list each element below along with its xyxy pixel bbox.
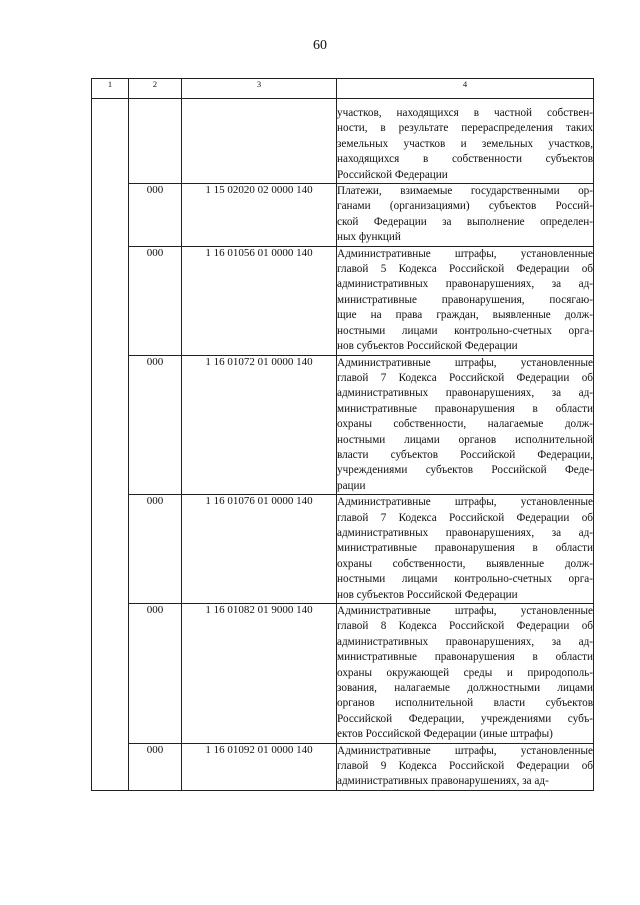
admin-code-cell xyxy=(129,99,182,184)
description-line: охраны окружающей среды и природополь- xyxy=(337,666,593,679)
header-row xyxy=(92,79,594,99)
budget-codes-table xyxy=(91,78,594,791)
table-body xyxy=(92,99,594,791)
description-line: Административные штрафы, установленные xyxy=(337,356,593,369)
description-cell xyxy=(337,495,594,604)
description-line: Административные штрафы, установленные xyxy=(337,496,593,509)
description-line: участков, находящихся в частной собствен- xyxy=(337,107,593,119)
table-row xyxy=(92,495,594,604)
header-col-3: 3 xyxy=(182,79,337,99)
table-row xyxy=(92,184,594,247)
admin-code-cell: 000 xyxy=(129,355,182,495)
header-col-4: 4 xyxy=(337,79,594,99)
table-row xyxy=(92,99,594,184)
description-cell xyxy=(337,604,594,744)
description-line: административных правонарушениях, за ад- xyxy=(337,775,549,788)
budget-code-cell: 1 16 01092 01 0000 140 xyxy=(182,743,337,790)
admin-code-cell: 000 xyxy=(129,184,182,247)
description-line: Административные штрафы, установленные xyxy=(337,605,593,617)
admin-code-cell: 000 xyxy=(129,495,182,604)
budget-code-cell: 1 16 01072 01 0000 140 xyxy=(182,355,337,495)
admin-code-cell: 000 xyxy=(129,743,182,790)
budget-code-cell: 1 15 02020 02 0000 140 xyxy=(182,184,337,247)
description-line: Административные штрафы, установленные xyxy=(337,247,593,260)
description-line: ской Федерации за выполнение определен- xyxy=(337,215,593,228)
description-line: Российской Федерации xyxy=(337,168,448,181)
page-number: 60 xyxy=(313,38,327,53)
budget-code-cell: 1 16 01056 01 0000 140 xyxy=(182,246,337,355)
description-line: ностными лицами органов исполнительной xyxy=(337,433,593,446)
admin-code-cell: 000 xyxy=(129,246,182,355)
col-1-cell xyxy=(92,99,129,791)
description-line: охраны собственности, налагаемые долж- xyxy=(337,418,593,431)
description-line: рации xyxy=(337,479,366,492)
description-line: нов субъектов Российской Федерации xyxy=(337,588,518,601)
description-line: Административные штрафы, установленные xyxy=(337,744,593,757)
description-line: щие на права граждан, выявленные долж- xyxy=(337,309,593,322)
description-cell xyxy=(337,743,594,790)
description-line: главой 5 Кодекса Российской Федерации об xyxy=(337,263,593,276)
header-col-2: 2 xyxy=(129,79,182,99)
description-line: главой 8 Кодекса Российской Федерации об xyxy=(337,620,593,633)
budget-code-cell xyxy=(182,99,337,184)
description-line: министративные правонарушения в области xyxy=(337,651,593,664)
description-cell xyxy=(337,355,594,495)
header-col-1: 1 xyxy=(92,79,129,99)
description-line: ностными лицами контрольно-счетных орга- xyxy=(337,573,593,586)
table-row xyxy=(92,743,594,790)
budget-code-cell: 1 16 01076 01 0000 140 xyxy=(182,495,337,604)
admin-code-cell: 000 xyxy=(129,604,182,744)
description-line: власти субъектов Российской Федерации, xyxy=(337,448,593,461)
description-line: административных правонарушениях, за ад- xyxy=(337,635,593,648)
description-line: административных правонарушениях, за ад- xyxy=(337,278,593,291)
description-line: ности, в результате перераспределения таких xyxy=(337,122,593,135)
description-line: земельных участков и земельных участков, xyxy=(337,137,593,150)
description-line: Платежи, взимаемые государственными ор- xyxy=(337,185,593,198)
description-line: органов исполнительной власти субъектов xyxy=(337,697,593,710)
table-row xyxy=(92,604,594,744)
description-line: находящихся в собственности субъектов xyxy=(337,153,593,166)
description-line: учреждениями субъектов Российской Феде- xyxy=(337,464,593,477)
table-header xyxy=(92,79,594,99)
description-line: главой 9 Кодекса Российской Федерации об xyxy=(337,760,593,773)
description-line: Российской Федерации, учреждениями субъ- xyxy=(337,712,593,725)
description-line: охраны собственности, выявленные долж- xyxy=(337,557,593,570)
description-line: министративные правонарушения в области xyxy=(337,402,593,415)
table-row xyxy=(92,246,594,355)
description-line: главой 7 Кодекса Российской Федерации об xyxy=(337,371,593,384)
description-cell xyxy=(337,99,594,184)
description-line: нов субъектов Российской Федерации xyxy=(337,340,518,353)
description-cell xyxy=(337,184,594,247)
table-row xyxy=(92,355,594,495)
description-line: министративные правонарушения в области xyxy=(337,542,593,555)
description-line: ганами (организациями) субъектов Россий- xyxy=(337,200,593,213)
description-line: административных правонарушениях, за ад- xyxy=(337,387,593,400)
description-line: зования, налагаемые должностными лицами xyxy=(337,682,593,695)
description-cell xyxy=(337,246,594,355)
description-line: ных функций xyxy=(337,231,401,244)
description-line: главой 7 Кодекса Российской Федерации об xyxy=(337,511,593,524)
description-line: ектов Российской Федерации (иные штрафы) xyxy=(337,728,553,741)
budget-code-cell: 1 16 01082 01 9000 140 xyxy=(182,604,337,744)
description-line: министративные правонарушения, посягаю- xyxy=(337,293,593,306)
description-line: административных правонарушениях, за ад- xyxy=(337,526,593,539)
description-line: ностными лицами контрольно-счетных орга- xyxy=(337,324,593,337)
